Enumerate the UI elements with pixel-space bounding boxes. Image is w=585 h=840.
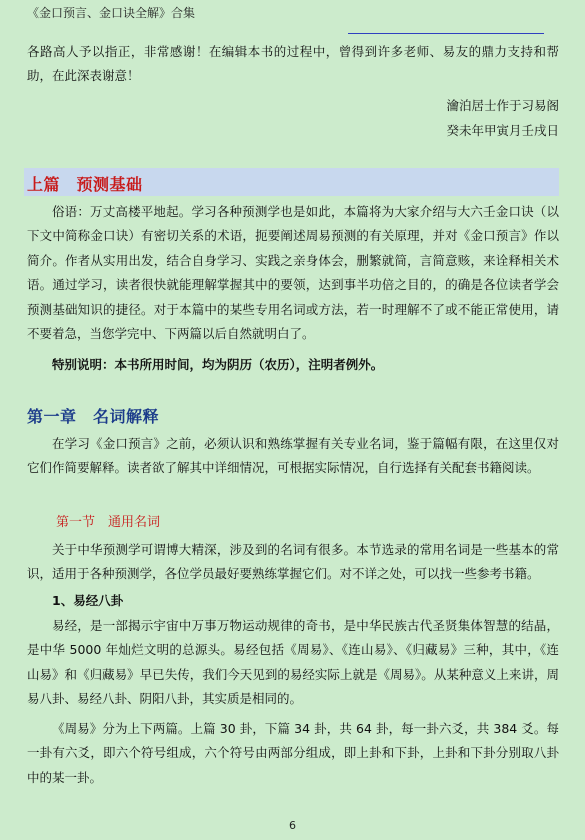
item-title: 1、易经八卦 (52, 593, 124, 608)
signature-date: 癸未年甲寅月壬戌日 (446, 123, 559, 138)
yijing-paragraph-2: 《周易》分为上下两篇。上篇 30 卦，下篇 34 卦，共 64 卦，每一卦六爻，共 384 爻。每一卦有六爻，即六个符号组成，六个符号由两部分组成，即上卦和下卦，上卦和下卦分别取八卦中的某一卦。 (27, 721, 559, 785)
special-note: 特别说明：本书所用时间，均为阴历（农历），注明者例外。 (52, 357, 384, 372)
preface-closing-paragraph: 各路高人予以指正，非常感谢！在编辑本书的过程中，曾得到许多老师、易友的鼎力支持和帮助，在此深表谢意！ (27, 44, 559, 84)
header-rule (348, 33, 544, 34)
chapter-intro-paragraph: 在学习《金口预言》之前，必须认识和熟练掌握有关专业名词，鉴于篇幅有限，在这里仅对它们作简要解释。读者欲了解其中详细情况，可根据实际情况，自行选择有关配套书籍阅读。 (27, 436, 559, 476)
part-intro-paragraph: 俗语：万丈高楼平地起。学习各种预测学也是如此，本篇将为大家介绍与大六壬金口诀（以下文中简称金口诀）有密切关系的术语，扼要阐述周易预测的有关原理，并对《金口预言》作以简介。作者从实用出发，结合自身学习、实践之亲身体会，删繁就简，言简意赅，来诠释相关术语。通过学习，读者很快就能理解掌握其中的要领，达到事半功倍之目的，的确是各位读者学会预测基础知识的捷径。对于本篇中的某些专用名词或方法，若一时理解不了或不能正常使用，请不要着急，当您学完中、下两篇以后自然就明白了。 (27, 204, 559, 342)
chapter-title: 第一章 名词解释 (27, 407, 160, 426)
part-title: 上篇 预测基础 (27, 175, 143, 194)
section-title: 第一节 通用名词 (56, 515, 161, 530)
page-number: 6 (289, 819, 296, 832)
running-header: 《金口预言、金口诀全解》合集 (27, 6, 196, 20)
yijing-paragraph-1: 易经，是一部揭示宇宙中万事万物运动规律的奇书，是中华民族古代圣贤集体智慧的结晶，是中华 5000 年灿烂文明的总源头。易经包括《周易》、《连山易》、《归藏易》三种，其中，《连山易》和《归藏易》早已失传，我们今天见到的易经实际上就是《周易》。从某种意义上来讲，周易八卦、易经八卦、阴阳八卦，其实质是相同的。 (27, 618, 559, 707)
author-signature: 瀹泊居士作于习易阁 (446, 98, 559, 113)
section-intro-paragraph: 关于中华预测学可谓博大精深，涉及到的名词有很多。本节选录的常用名词是一些基本的常识，适用于各种预测学，各位学员最好要熟练掌握它们。对不详之处，可以找一些参考书籍。 (27, 542, 559, 582)
